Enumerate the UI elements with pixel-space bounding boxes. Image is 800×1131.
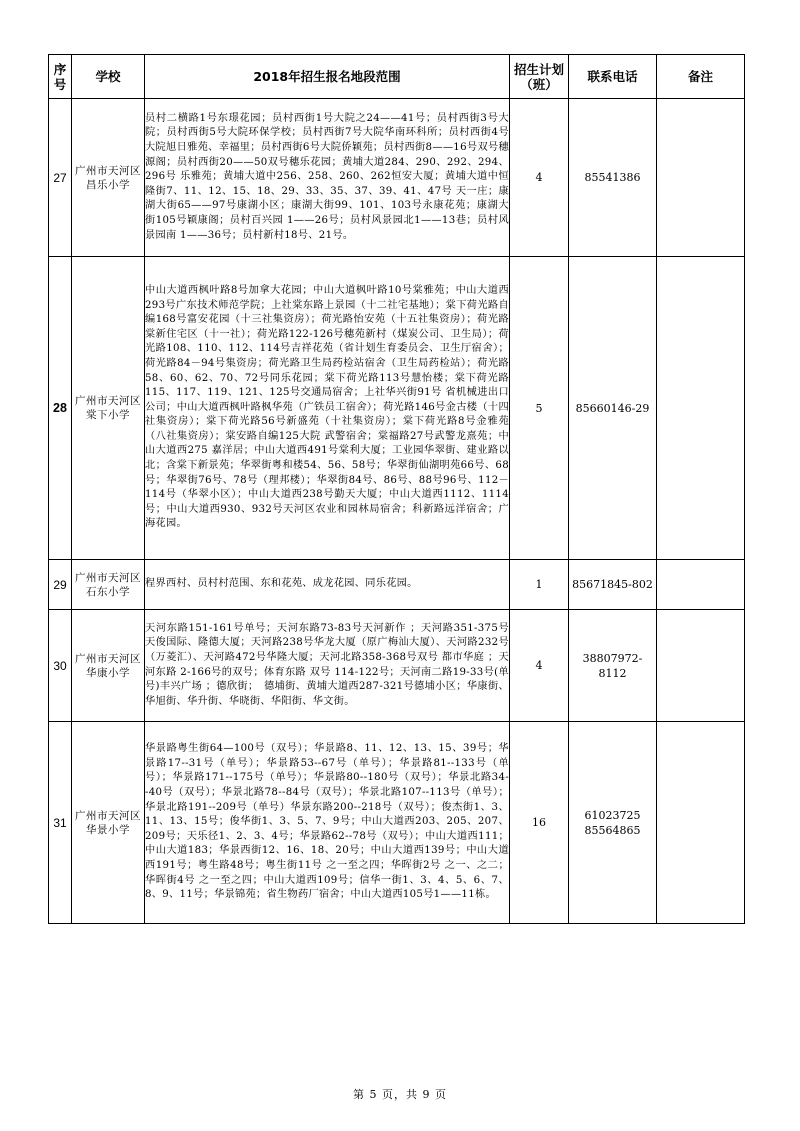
table-row — [49, 99, 745, 257]
school-name: 广州市天河区石东小学 — [72, 560, 145, 610]
header-school: 学校 — [72, 55, 145, 99]
table-row — [49, 257, 745, 560]
row-number: 30 — [49, 610, 72, 722]
table-row — [49, 610, 745, 722]
remark-cell — [657, 257, 745, 560]
contact-phone: 85541386 — [569, 99, 657, 257]
class-plan: 4 — [510, 610, 569, 722]
table-header-row — [49, 55, 745, 99]
row-number: 27 — [49, 99, 72, 257]
row-number: 31 — [49, 722, 72, 924]
class-plan: 1 — [510, 560, 569, 610]
enrollment-table — [48, 54, 745, 924]
school-name: 广州市天河区昌乐小学 — [72, 99, 145, 257]
address-range: 天河东路151-161号单号；天河东路73-83号天河新作 ；天河路351-375号天俊国际、隆德大厦；天河路238号华龙大厦（原广梅汕大厦）、天河路232号（万菱汇）、天河路472号华隆大厦；天河北路358-368号双号 都市华庭 ；天河东路 2-166号的双号；体育东路 双号 114-122号；天河南二路19-33号(单号)丰兴广场 ；德欣街； 德埔街、黄埔大道西287-321号德埔小区；华康街、华旭街、华升街、华晓街、华阳街、华文街。 — [145, 610, 510, 722]
contact-phone: 38807972-8112 — [569, 610, 657, 722]
remark-cell — [657, 722, 745, 924]
row-number: 28 — [49, 257, 72, 560]
contact-phone: 85671845-802 — [569, 560, 657, 610]
address-range: 华景路粤生街64—100号（双号）；华景路8、11、12、13、15、39号；华景路17--31号（单号）；华景路53--67号（单号）；华景路81--133号（单号）；华景路171--175号（单号）；华景路80--180号（双号）；华景北路34--40号（双号）；华景北路78--84号（双号）；华景北路107--113号（单号）；华景北路191--209号（单号）华景东路200--218号（双号）；俊杰街1、3、11、13、15号；俊华街1、3、5、7、9号；中山大道西203、205、207、209号；天乐径1、2、3、4号；华景路62--78号（双号）；中山大道西111；中山大道183；华景西街12、16、18、20号；中山大道西139号；中山大道西191号；粤生路48号；粤生街11号 之一至之四；华晖街2号 之一、之二；华晖街4号 之一至之四；中山大道西109号；信华一街1、3、4、5、6、7、8、9、11号；华景锦苑；省生物药厂宿舍；中山大道西105号1——11栋。 — [145, 722, 510, 924]
address-range: 程界西村、员村村范围、东和花苑、成龙花园、同乐花园。 — [145, 560, 510, 610]
header-phone: 联系电话 — [569, 55, 657, 99]
school-name: 广州市天河区棠下小学 — [72, 257, 145, 560]
school-name: 广州市天河区华康小学 — [72, 610, 145, 722]
contact-phone: 85660146-29 — [569, 257, 657, 560]
class-plan: 4 — [510, 99, 569, 257]
header-no: 序号 — [49, 55, 72, 99]
row-number: 29 — [49, 560, 72, 610]
address-range: 员村二横路1号东璟花园；员村西街1号大院之24——41号；员村西街3号大院；员村西街5号大院环保学校；员村西街7号大院华南环科所；员村西街4号大院旭日雅苑、幸福里；员村西街6号大院侨颖苑；员村西街8——16号双号穗源阁；员村西街20——50双号穗乐花园；黄埔大道284、290、292、294、296号 乐雅苑；黄埔大道中256、258、260、262恒安大厦；黄埔大道中恒隆街7、11、12、15、18、29、33、35、37、39、41、47号 天一庄；康湖大街65——97号康湖小区；康湖大街99、101、103号永康花苑；康湖大街105号颖康阁；员村百兴园 1——26号；员村风景园北1——13巷；员村风景园南 1——36号；员村新村18号、21号。 — [145, 99, 510, 257]
page-footer: 第 5 页，共 9 页 — [353, 1088, 447, 1101]
school-name: 广州市天河区华景小学 — [72, 722, 145, 924]
class-plan: 16 — [510, 722, 569, 924]
remark-cell — [657, 560, 745, 610]
contact-phone: 61023725 85564865 — [569, 722, 657, 924]
table-row — [49, 560, 745, 610]
header-range: 2018年招生报名地段范围 — [145, 55, 510, 99]
remark-cell — [657, 610, 745, 722]
header-plan: 招生计划（班） — [510, 55, 569, 99]
address-range: 中山大道西枫叶路8号加拿大花园；中山大道枫叶路10号棠雅苑；中山大道西293号广东技术师范学院；上社棠东路上景园（十二社宅基地）；棠下荷光路自编168号富安花园（十三社集资房）；荷光路怡安苑（十五社集资房）；荷光路棠新住宅区（十一社）；荷光路122-126号穗苑新村（煤炭公司、卫生局）；荷光路108、110、112、114号吉祥花苑（省计划生育委员会、卫生厅宿舍）；荷光路84－94号集资房；荷光路卫生局药检站宿舍（卫生局药检站）；荷光路58、60、62、70、72号同乐花园；棠下荷光路113号慧怡楼；棠下荷光路115、117、119、121、125号交通局宿舍；上社华兴街91号 省机械进出口公司；中山大道西枫叶路枫华苑（广铁员工宿舍）；荷光路146号金古楼（十四社集资房）；棠下荷光路56号新盛苑（十社集资房）；棠下荷光路8号金雅苑（八社集资房）；棠安路自编125大院 武警宿舍；棠福路27号武警龙熹苑；中山大道西275 嘉洋居；中山大道西491号棠利大厦；工业园华翠街、建业路以北；含棠下新景苑；华翠街粤和楼54、56、58号；华翠街仙湖明苑66号、68号；华翠街76号、78号（理邦楼）；华翠街84号、86号、88号96号、112－114号（华翠小区）；中山大道西238号勤天大厦；中山大道西1112、1114号；中山大道西930、932号天河区农业和园林局宿舍；科新路远洋宿舍；广海花园。 — [145, 257, 510, 560]
table-row — [49, 722, 745, 924]
remark-cell — [657, 99, 745, 257]
header-remark: 备注 — [657, 55, 745, 99]
class-plan: 5 — [510, 257, 569, 560]
